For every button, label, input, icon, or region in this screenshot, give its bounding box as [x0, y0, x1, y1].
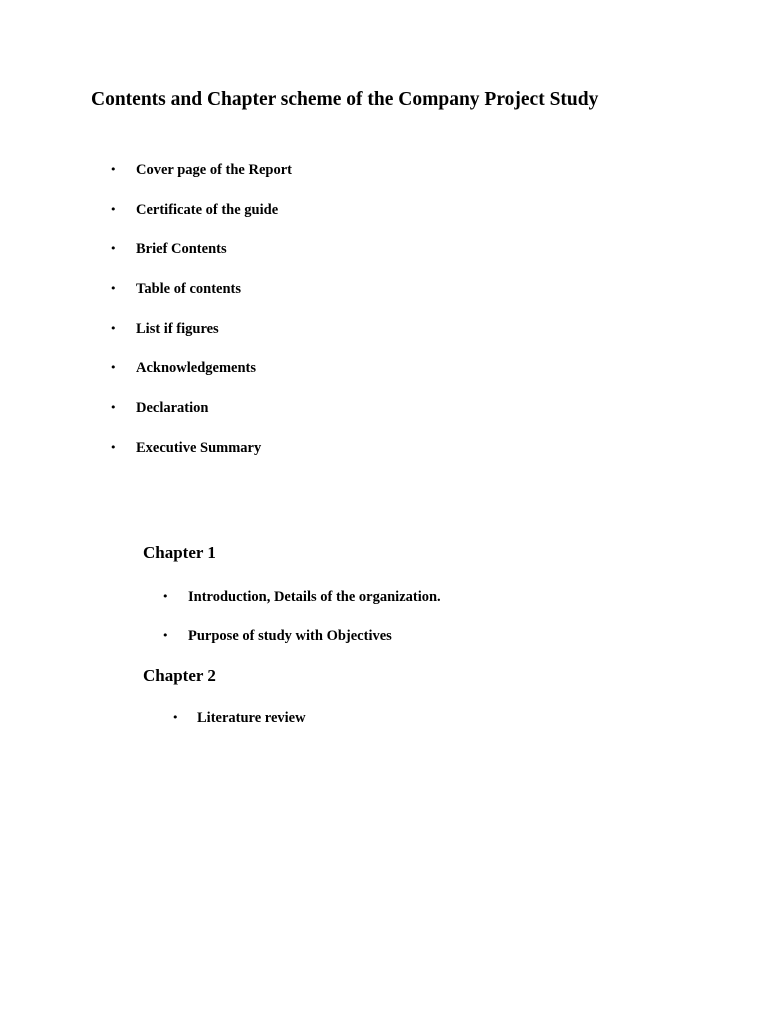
bullet-icon: • [162, 629, 169, 642]
bullet-icon: • [110, 163, 117, 176]
list-item-label: Introduction, Details of the organization. [188, 589, 441, 605]
bullet-icon: • [162, 590, 169, 603]
bullet-icon: • [110, 202, 117, 216]
bullet-icon: • [110, 361, 117, 375]
list-item-label: Brief Contents [136, 241, 227, 258]
list-item-label: Table of contents [136, 281, 241, 298]
list-item-label: Certificate of the guide [136, 201, 279, 218]
bullet-icon: • [110, 401, 117, 415]
list-item-label: Cover page of the Report [136, 162, 292, 178]
list-item-label: Declaration [136, 400, 209, 417]
chapter-1-heading: Chapter 1 [143, 543, 216, 562]
bullet-icon: • [110, 242, 117, 256]
list-item-label: Purpose of study with Objectives [188, 628, 392, 644]
bullet-icon: • [110, 440, 117, 454]
bullet-icon: • [110, 282, 117, 296]
list-item-label: Acknowledgements [136, 360, 257, 377]
list-item-label: List if figures [136, 320, 219, 337]
list-item-label: Literature review [197, 710, 306, 726]
bullet-icon: • [110, 321, 117, 335]
chapter-2-heading: Chapter 2 [143, 666, 216, 685]
page-title: Contents and Chapter scheme of the Company Project Study [91, 89, 599, 110]
list-item-label: Executive Summary [136, 439, 262, 456]
bullet-icon: • [172, 711, 179, 724]
